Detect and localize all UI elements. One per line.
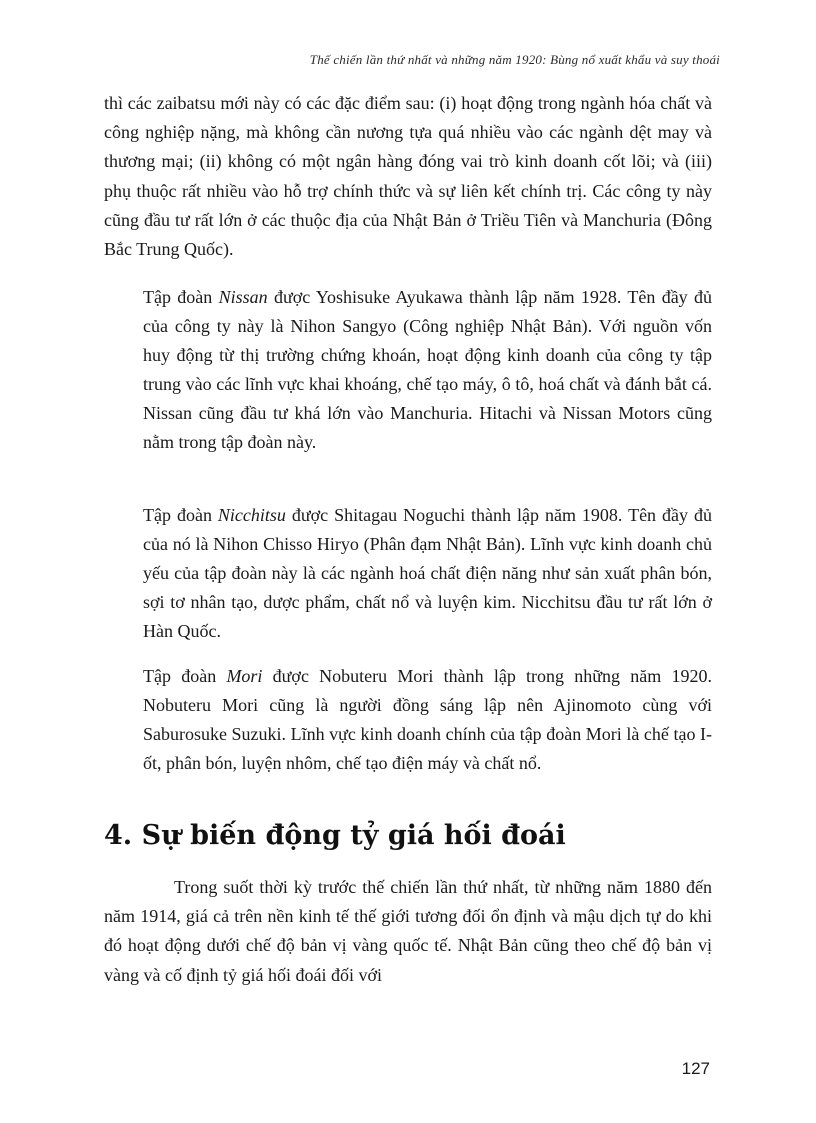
box-paragraph-nissan (143, 283, 712, 457)
box-nicchitsu-body: được Shitagau Noguchi thành lập năm 1908. Tên đầy đủ của nó là Nihon Chisso Hiryo (Phân đạm Nhật Bản). Lĩnh vực kinh doanh chủ yếu của tập đoàn này là các ngành hoá chất điện năng như sản xuất phân bón, sợi tơ nhân tạo, dược phẩm, chất nổ và luyện kim. Nicchitsu đầu tư rất lớn ở Hàn Quốc. (143, 505, 712, 641)
box-paragraph-nicchitsu (143, 501, 712, 646)
box-paragraph-mori (143, 662, 712, 778)
box-mori-body: được Nobuteru Mori thành lập trong những năm 1920. Nobuteru Mori cũng là người đồng sáng lập nên Ajinomoto cùng với Saburosuke Suzuki. Lĩnh vực kinh doanh chính của tập đoàn Mori là chế tạo I-ốt, phân bón, luyện nhôm, chế tạo điện máy và chất nổ. (143, 666, 712, 773)
section-heading: 4. Sự biến động tỷ giá hối đoái (104, 820, 566, 851)
box-mori-lead: Tập đoàn (143, 666, 227, 686)
running-header: Thế chiến lần thứ nhất và những năm 1920: Bùng nổ xuất khẩu và suy thoái (309, 52, 720, 67)
box-nissan-lead: Tập đoàn (143, 287, 219, 307)
box-nicchitsu-name: Nicchitsu (217, 505, 286, 525)
box-nissan-name: Nissan (218, 287, 268, 307)
intro-paragraph: thì các zaibatsu mới này có các đặc điểm sau: (i) hoạt động trong ngành hóa chất và công nghiệp nặng, mà không cần nương tựa quá nhiều vào các ngành dệt may và thương mại; (ii) không có một ngân hàng đóng vai trò kinh doanh cốt lõi; và (iii) phụ thuộc rất nhiều vào hỗ trợ chính thức và sự liên kết chính trị. Các công ty này cũng đầu tư rất lớn ở các thuộc địa của Nhật Bản ở Triều Tiên và Manchuria (Đông Bắc Trung Quốc). (104, 93, 712, 260)
box-nicchitsu-lead: Tập đoàn (143, 505, 218, 525)
section-paragraph: Trong suốt thời kỳ trước thế chiến lần thứ nhất, từ những năm 1880 đến năm 1914, giá cả trên nền kinh tế thế giới tương đối ổn định và mậu dịch tự do khi đó hoạt động dưới chế độ bản vị vàng quốc tế. Nhật Bản cũng theo chế độ bản vị vàng và cố định tỷ giá hối đoái đối với (104, 877, 712, 985)
box-nissan-body: được Yoshisuke Ayukawa thành lập năm 1928. Tên đầy đủ của công ty này là Nihon Sangyo (Công nghiệp Nhật Bản). Với nguồn vốn huy động từ thị trường chứng khoán, hoạt động kinh doanh của công ty tập trung vào các lĩnh vực khai khoáng, chế tạo máy, ô tô, hoá chất và đánh bắt cá. Nissan cũng đầu tư khá lớn vào Manchuria. Hitachi và Nissan Motors cũng nằm trong tập đoàn này. (143, 287, 712, 452)
page-number: 127 (681, 1059, 710, 1078)
box-mori-name: Mori (226, 666, 263, 686)
